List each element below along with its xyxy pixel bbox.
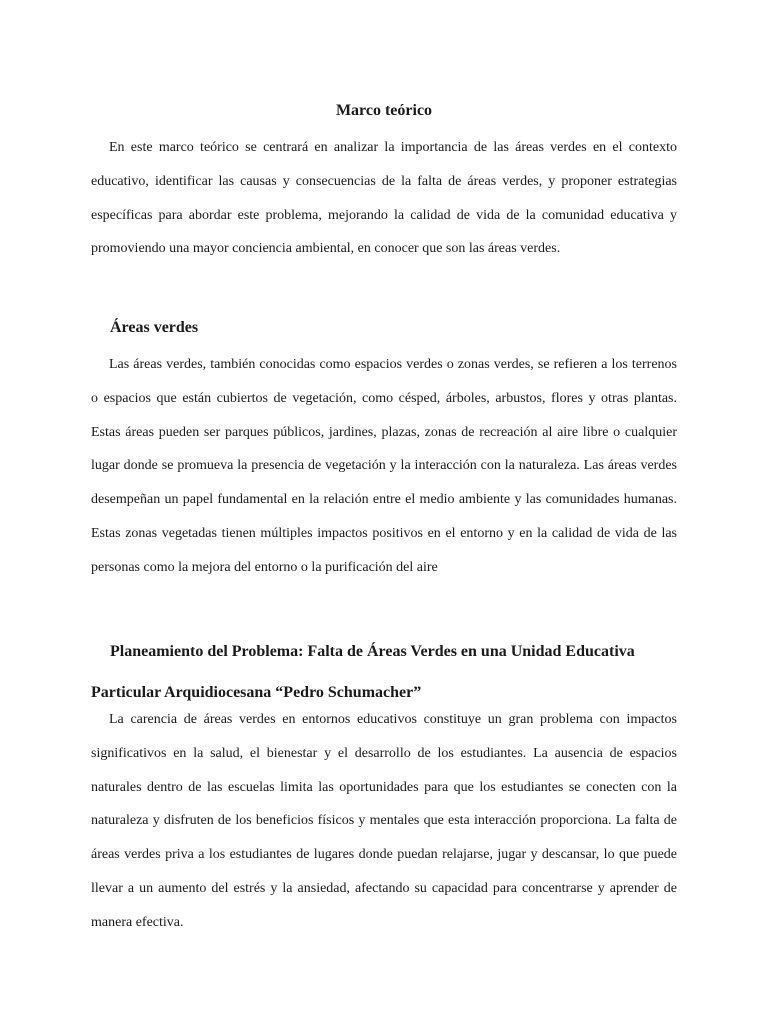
intro-paragraph: En este marco teórico se centrará en analizar la importancia de las áreas verdes en el contexto educativo, identificar las causas y consecuencias de la falta de áreas verdes, y proponer estrategias específicas para abordar este problema, mejorando la calidad de vida de la comunidad educativa y promoviendo una mayor conciencia ambiental, en conocer que son las áreas verdes. — [91, 140, 677, 257]
planeamiento-paragraph: La carencia de áreas verdes en entornos educativos constituye un gran problema con impactos significativos en la salud, el bienestar y el desarrollo de los estudiantes. La ausencia de espacios naturales dentro de las escuelas limita las oportunidades para que los estudiantes se conecten con la naturaleza y disfruten de los beneficios físicos y mentales que esta interacción proporciona. La falta de áreas verdes priva a los estudiantes de lugares donde puedan relajarse, jugar y descansar, lo que puede llevar a un aumento del estrés y la ansiedad, afectando su capacidad para concentrarse y aprender de manera efectiva. — [91, 712, 677, 930]
section-heading-planeamiento: Planeamiento del Problema: Falta de Áreas Verdes en una Unidad Educativa Particular Arquidiocesana “Pedro Schumacher” — [91, 643, 635, 701]
section-heading-areas-verdes: Áreas verdes — [110, 319, 199, 336]
areas-verdes-paragraph: Las áreas verdes, también conocidas como espacios verdes o zonas verdes, se refieren a los terrenos o espacios que están cubiertos de vegetación, como césped, árboles, arbustos, flores y otras plantas. Estas áreas pueden ser parques públicos, jardines, plazas, zonas de recreación al aire libre o cualquier lugar donde se promueva la presencia de vegetación y la interacción con la naturaleza. Las áreas verdes desempeñan un papel fundamental en la relación entre el medio ambiente y las comunidades humanas. Estas zonas vegetadas tienen múltiples impactos positivos en el entorno y en la calidad de vida de las personas como la mejora del entorno o la purificación del aire — [91, 357, 677, 575]
page-title: Marco teórico — [335, 102, 433, 119]
